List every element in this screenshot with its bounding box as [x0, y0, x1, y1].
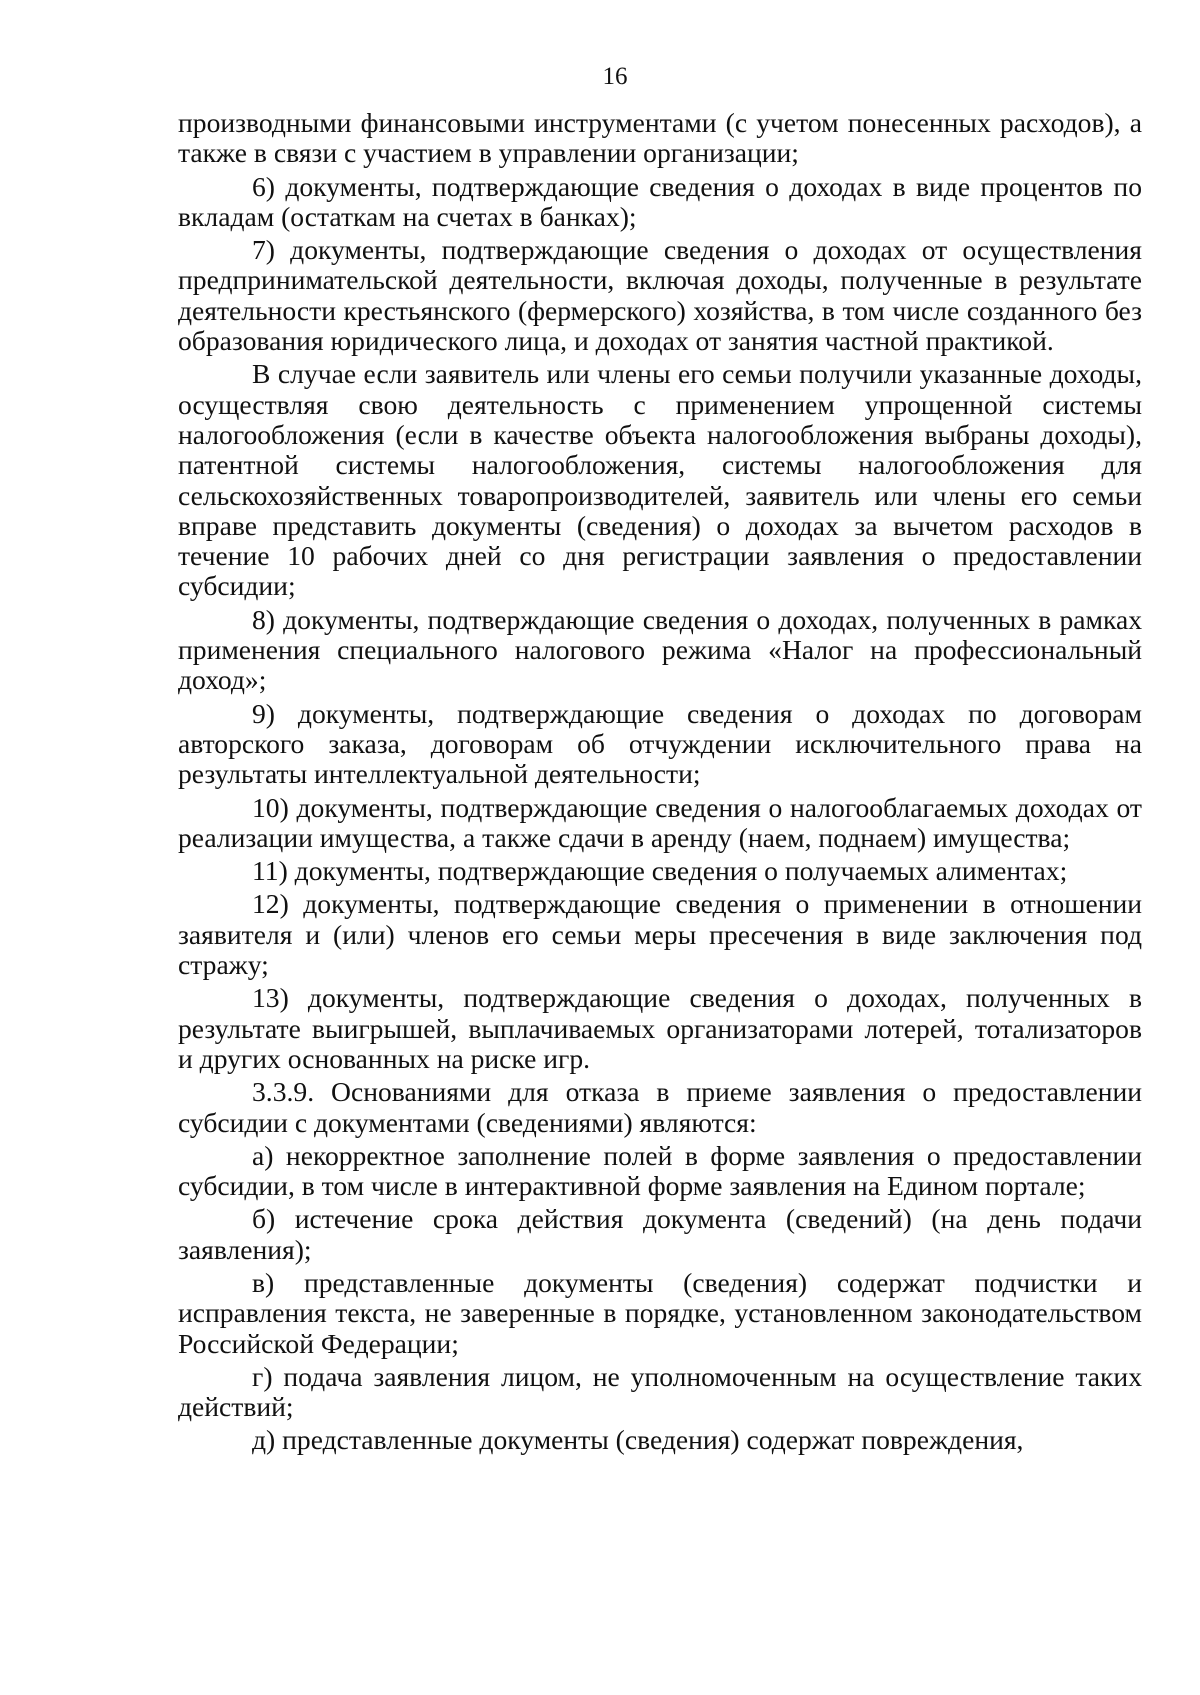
list-item-13: 13) документы, подтверждающие сведения о доходах, полученных в результате выигрышей, выплачиваемых организаторами лотерей, тотализаторов и других основанных на риске игр.	[178, 982, 1142, 1074]
paragraph-continuation: производными финансовыми инструментами (с учетом понесенных расходов), а также в связи с участием в управлении организации;	[178, 107, 1142, 169]
list-item-7: 7) документы, подтверждающие сведения о доходах от осуществления предпринимательской деятельности, включая доходы, полученные в результате деятельности крестьянского (фермерского) хозяйства, в том числе созданного без образования юридического лица, и доходах от занятия частной практикой.	[178, 234, 1142, 357]
section-3-3-9: 3.3.9. Основаниями для отказа в приеме заявления о предоставлении субсидии с документами (сведениями) являются:	[178, 1076, 1142, 1138]
list-item-9: 9) документы, подтверждающие сведения о доходах по договорам авторского заказа, договорам об отчуждении исключительного права на результаты интеллектуальной деятельности;	[178, 697, 1142, 790]
list-item-6: 6) документы, подтверждающие сведения о доходах в виде процентов по вкладам (остаткам на счетах в банках);	[178, 170, 1142, 232]
page-number: 16	[602, 63, 628, 90]
list-item-12: 12) документы, подтверждающие сведения о применении в отношении заявителя и (или) членов его семьи меры пресечения в виде заключения под стражу;	[178, 888, 1142, 981]
document-body	[178, 108, 1142, 1456]
list-item-v: в) представленные документы (сведения) содержат подчистки и исправления текста, не заверенные в порядке, установленном законодательством Российской Федерации;	[178, 1266, 1142, 1359]
list-item-8: 8) документы, подтверждающие сведения о доходах, полученных в рамках применения специального налогового режима «Налог на профессиональный доход»;	[178, 603, 1142, 696]
list-item-b: б) истечение срока действия документа (сведений) (на день подачи заявления);	[178, 1203, 1142, 1265]
list-item-11: 11) документы, подтверждающие сведения о получаемых алиментах;	[252, 855, 1068, 887]
list-item-d: д) представленные документы (сведения) содержат повреждения,	[252, 1424, 1024, 1456]
list-item-g: г) подача заявления лицом, не уполномоченным на осуществление таких действий;	[178, 1360, 1142, 1423]
list-item-a: а) некорректное заполнение полей в форме заявления о предоставлении субсидии, в том числе в интерактивной форме заявления на Едином портале;	[178, 1139, 1142, 1202]
paragraph-simplified-tax: В случае если заявитель или члены его семьи получили указанные доходы, осуществляя свою деятельность с применением упрощенной системы налогообложения (если в качестве объекта налогообложения выбраны доходы), патентной системы налогообложения, системы налогообложения для сельскохозяйственных товаропроизводителей, заявитель или члены его семьи вправе представить документы (сведения) о доходах за вычетом расходов в течение 10 рабочих дней со дня регистрации заявления о предоставлении субсидии;	[178, 358, 1142, 602]
list-item-10: 10) документы, подтверждающие сведения о налогооблагаемых доходах от реализации имущества, а также сдачи в аренду (наем, поднаем) имущества;	[178, 791, 1142, 853]
